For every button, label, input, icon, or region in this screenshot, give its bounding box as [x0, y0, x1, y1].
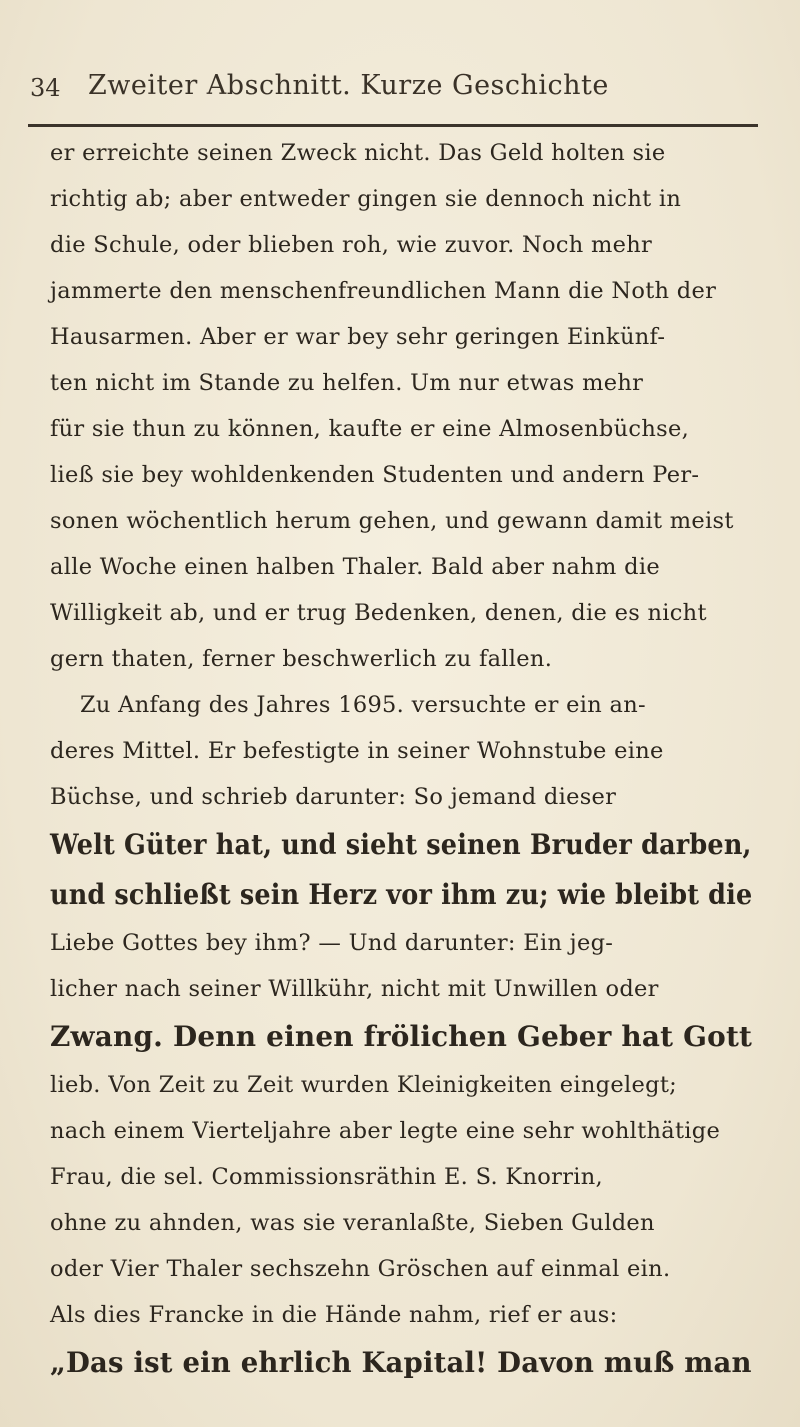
- text-line: er erreichte seinen Zweck nicht. Das Geld holten sie: [50, 140, 666, 166]
- text-line: Hausarmen. Aber er war bey sehr geringen Einkünf-: [50, 324, 666, 350]
- running-title: Zweiter Abschnitt. Kurze Geschichte: [88, 70, 609, 101]
- text-line: Frau, die sel. Commissionsräthin E. S. Knorrin,: [50, 1164, 603, 1190]
- text-line: lieb. Von Zeit zu Zeit wurden Kleinigkeiten eingelegt;: [50, 1072, 678, 1098]
- text-line: alle Woche einen halben Thaler. Bald aber nahm die: [50, 554, 660, 580]
- text-line: jammerte den menschenfreundlichen Mann die Noth der: [50, 278, 717, 304]
- text-line: deres Mittel. Er befestigte in seiner Wohnstube eine: [50, 738, 664, 764]
- text-line: ohne zu ahnden, was sie veranlaßte, Sieben Gulden: [50, 1210, 655, 1236]
- text-line: gern thaten, ferner beschwerlich zu fallen.: [50, 646, 553, 672]
- text-line-emphasis: Welt Güter hat, und sieht seinen Bruder darben,: [50, 828, 752, 861]
- header-rule: [28, 124, 758, 127]
- text-line: oder Vier Thaler sechszehn Gröschen auf einmal ein.: [50, 1256, 671, 1282]
- text-line: die Schule, oder blieben roh, wie zuvor. Noch mehr: [50, 232, 653, 258]
- text-line: Willigkeit ab, und er trug Bedenken, denen, die es nicht: [50, 600, 707, 626]
- page-number: 34: [30, 74, 61, 102]
- text-line-emphasis: Zwang. Denn einen frölichen Geber hat Gott: [50, 1020, 753, 1053]
- text-line: Liebe Gottes bey ihm? — Und darunter: Ein jeg-: [50, 930, 614, 956]
- text-line: Zu Anfang des Jahres 1695. versuchte er ein an-: [80, 692, 646, 718]
- text-line: richtig ab; aber entweder gingen sie dennoch nicht in: [50, 186, 682, 212]
- text-line: ten nicht im Stande zu helfen. Um nur etwas mehr: [50, 370, 644, 396]
- text-line: Büchse, und schrieb darunter: So jemand dieser: [50, 784, 617, 810]
- text-line: nach einem Vierteljahre aber legte eine sehr wohlthätige: [50, 1118, 721, 1144]
- text-line-emphasis: und schließt sein Herz vor ihm zu; wie bleibt die: [50, 878, 753, 911]
- text-line: sonen wöchentlich herum gehen, und gewann damit meist: [50, 508, 734, 534]
- text-line-emphasis: „Das ist ein ehrlich Kapital! Davon muß man: [50, 1346, 752, 1379]
- text-line: Als dies Francke in die Hände nahm, rief er aus:: [50, 1302, 618, 1328]
- text-line: ließ sie bey wohldenkenden Studenten und andern Per-: [50, 462, 700, 488]
- text-line: für sie thun zu können, kaufte er eine Almosenbüchse,: [50, 416, 690, 442]
- text-line: licher nach seiner Willkühr, nicht mit Unwillen oder: [50, 976, 659, 1002]
- running-head: [30, 64, 770, 104]
